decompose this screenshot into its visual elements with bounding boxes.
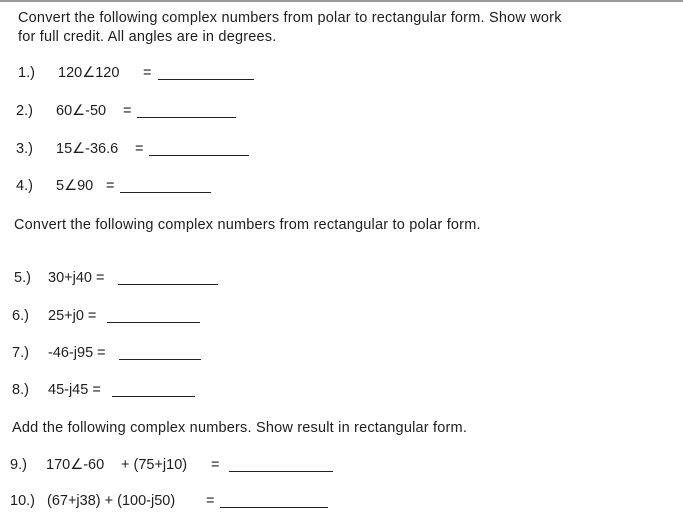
answer-blank[interactable] [119,359,201,360]
problem-number: 7.) [12,345,29,361]
problem-number: 6.) [12,308,29,324]
equals-sign: = [211,457,220,473]
polar-value [56,176,93,196]
problem-number: 10.) [10,493,35,509]
angle-icon: ∠ [82,65,96,81]
answer-blank[interactable] [120,192,211,193]
rect-expression: 30+j40 = [48,270,105,286]
section-addition-heading: Add the following complex numbers. Show result in rectangular form. [12,420,468,436]
equals-sign: = [123,103,132,119]
page-top-border [0,0,683,2]
equals-sign: = [106,178,115,194]
addend-expression: + (75+j10) [121,457,188,473]
answer-blank[interactable] [107,322,200,323]
answer-blank[interactable] [158,79,254,80]
equals-sign: = [143,65,152,81]
answer-blank[interactable] [118,284,218,285]
answer-blank[interactable] [229,471,333,472]
polar-value [58,63,119,83]
rect-expression: 45-j45 = [48,382,101,398]
polar-value [56,101,106,121]
magnitude: 60 [56,103,73,119]
angle-icon: ∠ [70,457,84,473]
problem-number: 9.) [10,457,27,473]
magnitude: 5 [56,178,65,194]
rect-expression: -46-j95 = [48,345,106,361]
angle: 90 [77,178,94,194]
problem-number: 5.) [14,270,31,286]
answer-blank[interactable] [220,507,328,508]
answer-blank[interactable] [112,396,195,397]
problem-number: 3.) [16,141,33,157]
angle: 120 [95,65,120,81]
problem-number: 1.) [18,65,35,81]
section-rect-to-polar-heading: Convert the following complex numbers from rectangular to polar form. [14,217,481,233]
polar-value [46,455,104,475]
polar-value [56,139,118,159]
angle: -50 [85,103,107,119]
equals-sign: = [206,493,215,509]
magnitude: 120 [58,65,83,81]
angle-icon: ∠ [72,103,86,119]
instruction-line-2: for full credit. All angles are in degrees. [18,29,277,45]
answer-blank[interactable] [149,155,249,156]
angle: -36.6 [85,141,119,157]
sum-expression: (67+j38) + (100-j50) [47,493,176,509]
problem-number: 8.) [12,382,29,398]
answer-blank[interactable] [137,117,236,118]
section-polar-to-rect-heading [18,9,562,47]
magnitude: 170 [46,457,71,473]
magnitude: 15 [56,141,73,157]
problem-number: 2.) [16,103,33,119]
angle-icon: ∠ [72,141,86,157]
rect-expression: 25+j0 = [48,308,97,324]
equals-sign: = [135,141,144,157]
angle: -60 [83,457,105,473]
problem-number: 4.) [16,178,33,194]
instruction-line-1: Convert the following complex numbers from polar to rectangular form. Show work [18,10,562,26]
angle-icon: ∠ [64,178,78,194]
